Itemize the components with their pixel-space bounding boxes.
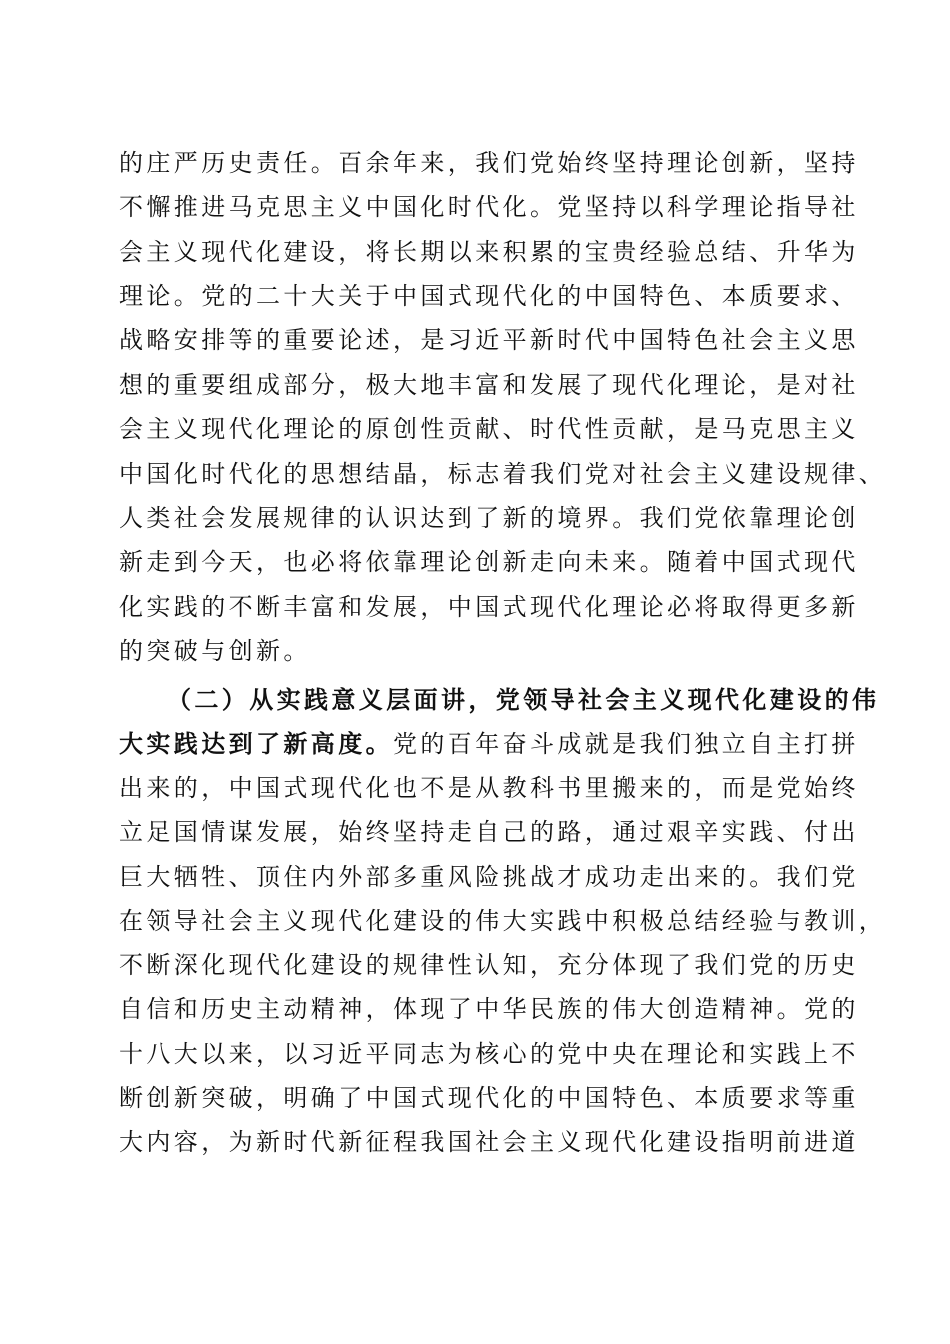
body-line: 断创新突破，明确了中国式现代化的中国特色、本质要求等重 — [119, 1084, 859, 1112]
body-line: 出来的，中国式现代化也不是从教科书里搬来的，而是党始终 — [119, 774, 859, 802]
body-line: 自信和历史主动精神，体现了中华民族的伟大创造精神。党的 — [119, 995, 859, 1023]
body-line: 不断深化现代化建设的规律性认知，充分体现了我们党的历史 — [119, 951, 859, 979]
body-line: 会主义现代化建设，将长期以来积累的宝贵经验总结、升华为 — [119, 238, 859, 266]
body-line: 的突破与创新。 — [119, 637, 311, 665]
body-line: 十八大以来，以习近平同志为核心的党中央在理论和实践上不 — [119, 1040, 859, 1068]
body-line: 不懈推进马克思主义中国化时代化。党坚持以科学理论指导社 — [119, 193, 859, 221]
section-heading-tail: 大实践达到了新高度。 — [119, 729, 393, 758]
body-line: 化实践的不断丰富和发展，中国式现代化理论必将取得更多新 — [119, 593, 859, 621]
body-line: 想的重要组成部分，极大地丰富和发展了现代化理论，是对社 — [119, 371, 859, 399]
body-line: 理论。党的二十大关于中国式现代化的中国特色、本质要求、 — [119, 282, 859, 310]
body-line: 大内容，为新时代新征程我国社会主义现代化建设指明前进道 — [119, 1128, 859, 1156]
body-line: 巨大牺牲、顶住内外部多重风险挑战才成功走出来的。我们党 — [119, 863, 859, 891]
body-line: 中国化时代化的思想结晶，标志着我们党对社会主义建设规律、 — [119, 460, 887, 488]
body-line: 在领导社会主义现代化建设的伟大实践中积极总结经验与教训， — [119, 907, 887, 935]
body-text-tail: 党的百年奋斗成就是我们独立自主打拼 — [393, 730, 859, 758]
body-line: 新走到今天，也必将依靠理论创新走向未来。随着中国式现代 — [119, 548, 859, 576]
body-line: 会主义现代化理论的原创性贡献、时代性贡献，是马克思主义 — [119, 415, 859, 443]
body-line: 战略安排等的重要论述，是习近平新时代中国特色社会主义思 — [119, 326, 859, 354]
mixed-line — [119, 722, 859, 766]
body-line: 人类社会发展规律的认识达到了新的境界。我们党依靠理论创 — [119, 504, 859, 532]
body-line: 立足国情谋发展，始终坚持走自己的路，通过艰辛实践、付出 — [119, 818, 859, 846]
body-line: 的庄严历史责任。百余年来，我们党始终坚持理论创新，坚持 — [119, 149, 859, 177]
section-heading-line: （二）从实践意义层面讲，党领导社会主义现代化建设的伟 — [167, 685, 880, 714]
